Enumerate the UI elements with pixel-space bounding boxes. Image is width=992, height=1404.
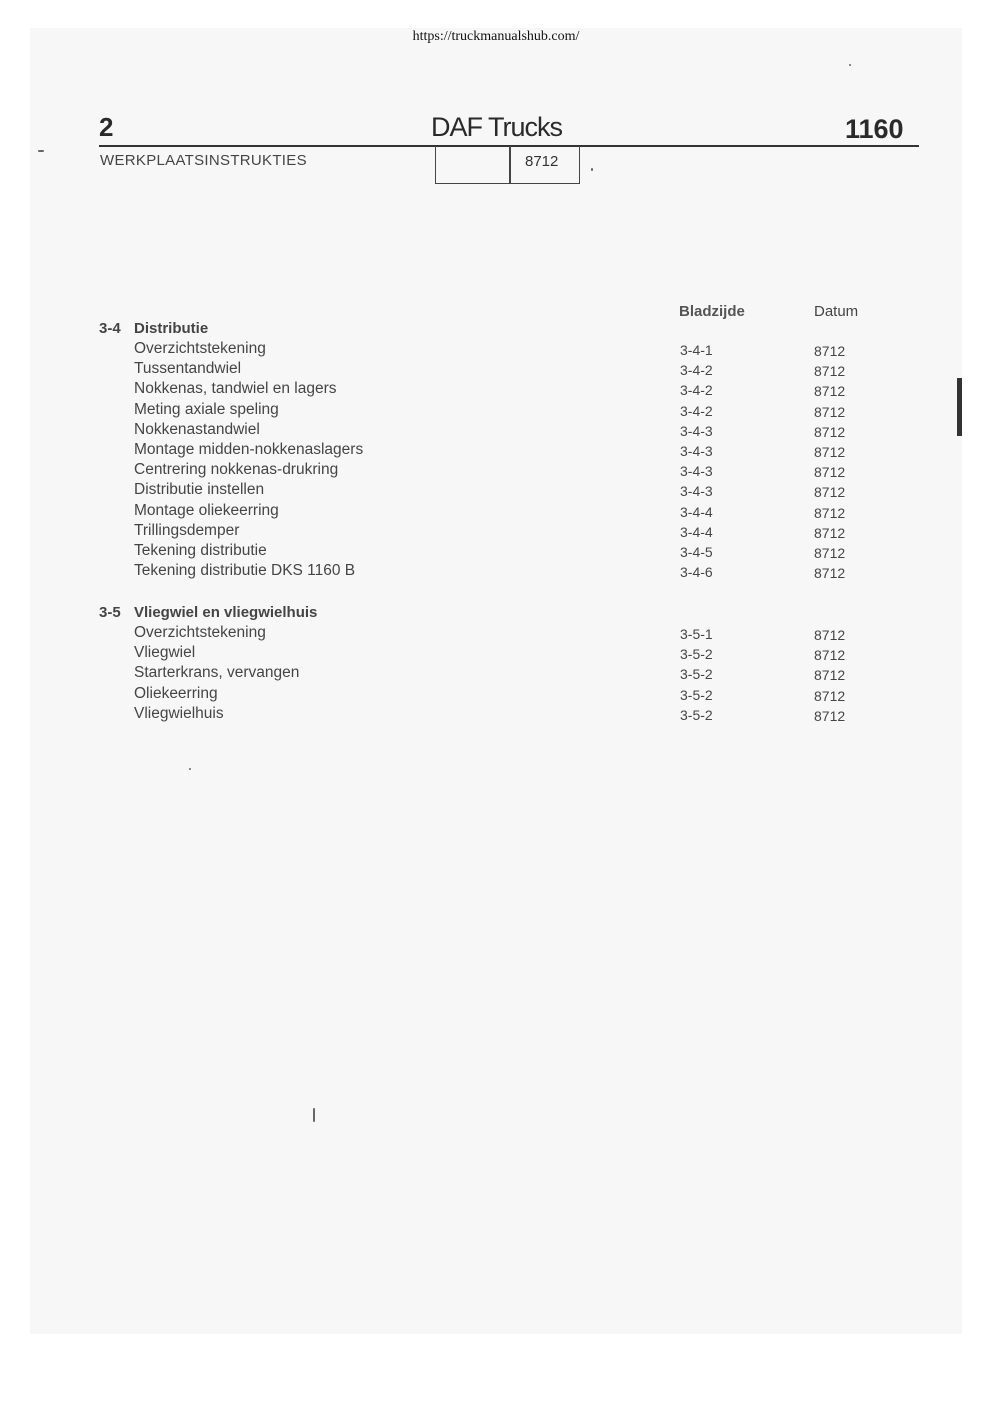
toc-row: [99, 542, 899, 562]
column-header-page: Bladzijde: [679, 303, 745, 320]
toc-date: 8712: [814, 403, 846, 420]
scan-speck: [591, 168, 593, 171]
toc-title: Distributie instellen: [134, 481, 265, 499]
toc-row: [99, 360, 899, 380]
toc-date: 8712: [814, 343, 846, 359]
toc-page: 3-5-2: [680, 666, 713, 683]
toc-title: Nokkenastandwiel: [134, 420, 260, 438]
toc-page: 3-5-2: [680, 706, 713, 723]
toc-date: 8712: [814, 647, 846, 664]
toc-date: 8712: [814, 363, 846, 380]
toc-page: 3-4-3: [680, 483, 713, 500]
toc-row: [99, 421, 899, 441]
group-name: Distributie: [134, 320, 209, 337]
toc-date: 8712: [814, 443, 846, 460]
toc-row: [99, 562, 899, 582]
toc-page: 3-4-6: [680, 564, 713, 581]
toc-date: 8712: [814, 544, 846, 561]
toc-row: [99, 522, 899, 542]
toc-page: 3-4-3: [680, 442, 713, 459]
group-number: 3-5: [99, 604, 121, 621]
toc-row: [99, 481, 899, 501]
toc-row: [99, 340, 899, 360]
toc-row: [99, 502, 899, 522]
toc-page: 3-4-3: [680, 463, 713, 480]
binding-edge-mark: [957, 378, 962, 436]
scan-speck: [189, 768, 191, 770]
toc-row: [99, 461, 899, 481]
page-number: 2: [99, 112, 114, 142]
toc-title: Tekening distributie: [134, 541, 267, 559]
toc-group-3-5: [99, 604, 899, 725]
section-heading: WERKPLAATSINSTRUKTIES: [100, 152, 307, 169]
toc-group-3-4: [99, 320, 899, 582]
toc-title: Overzichtstekening: [134, 624, 266, 641]
toc-date: 8712: [814, 565, 846, 582]
toc-page: 3-4-1: [680, 342, 713, 358]
toc-title: Montage oliekeerring: [134, 501, 279, 519]
toc-row: [99, 441, 899, 461]
toc-date: 8712: [814, 524, 846, 541]
toc-title: Montage midden-nokkenaslagers: [134, 440, 364, 458]
toc-row: [99, 644, 899, 664]
toc-page: 3-4-2: [680, 362, 713, 379]
toc-row: [99, 380, 899, 400]
toc-title: Oliekeerring: [134, 684, 218, 702]
group-name: Vliegwiel en vliegwielhuis: [134, 604, 318, 621]
toc-title: Overzichtstekening: [134, 340, 266, 357]
scan-speck: [38, 150, 44, 152]
toc-row: [99, 705, 899, 725]
toc-date: 8712: [814, 484, 846, 501]
toc-page: 3-4-5: [680, 543, 713, 560]
toc-title: Meting axiale speling: [134, 400, 279, 418]
toc-page: 3-5-2: [680, 646, 713, 663]
toc-title: Trillingsdemper: [134, 521, 240, 539]
toc-title: Centrering nokkenas-drukring: [134, 461, 339, 479]
brand-title: DAF Trucks: [431, 112, 563, 142]
toc-title: Vliegwielhuis: [134, 704, 224, 722]
code-box: [435, 146, 580, 184]
column-header-date: Datum: [814, 303, 859, 320]
toc-page: 3-4-4: [680, 503, 713, 520]
toc-page: 3-5-1: [680, 626, 713, 642]
toc-date: 8712: [814, 464, 846, 481]
toc-date: 8712: [814, 707, 846, 724]
toc-title: Tekening distributie DKS 1160 B: [134, 562, 356, 580]
toc-date: 8712: [814, 687, 846, 704]
toc-row: [99, 664, 899, 684]
toc-date: 8712: [814, 504, 846, 521]
toc-title: Starterkrans, vervangen: [134, 664, 300, 682]
toc-page: 3-4-4: [680, 523, 713, 540]
toc-page: 3-4-3: [680, 422, 713, 439]
group-number: 3-4: [99, 320, 121, 337]
toc-page: 3-4-2: [680, 402, 713, 419]
group-title: [99, 604, 899, 624]
toc-title: Vliegwiel: [134, 644, 196, 662]
code-box-value: 8712: [525, 153, 559, 170]
toc-date: 8712: [814, 627, 846, 643]
scan-speck: [849, 64, 851, 66]
group-title: [99, 320, 899, 340]
source-url: https://truckmanualshub.com/: [412, 29, 580, 44]
toc-row: [99, 401, 899, 421]
toc-title: Nokkenas, tandwiel en lagers: [134, 380, 337, 398]
code-box-divider: [509, 146, 511, 183]
toc-date: 8712: [814, 383, 846, 400]
toc-date: 8712: [814, 423, 846, 440]
model-number: 1160: [845, 114, 904, 144]
toc-title: Tussentandwiel: [134, 360, 242, 378]
toc-page: 3-4-2: [680, 382, 713, 399]
toc-date: 8712: [814, 667, 846, 684]
toc-page: 3-5-2: [680, 686, 713, 703]
toc-row: [99, 685, 899, 705]
scan-speck: [313, 1108, 315, 1122]
toc-row: [99, 624, 899, 644]
